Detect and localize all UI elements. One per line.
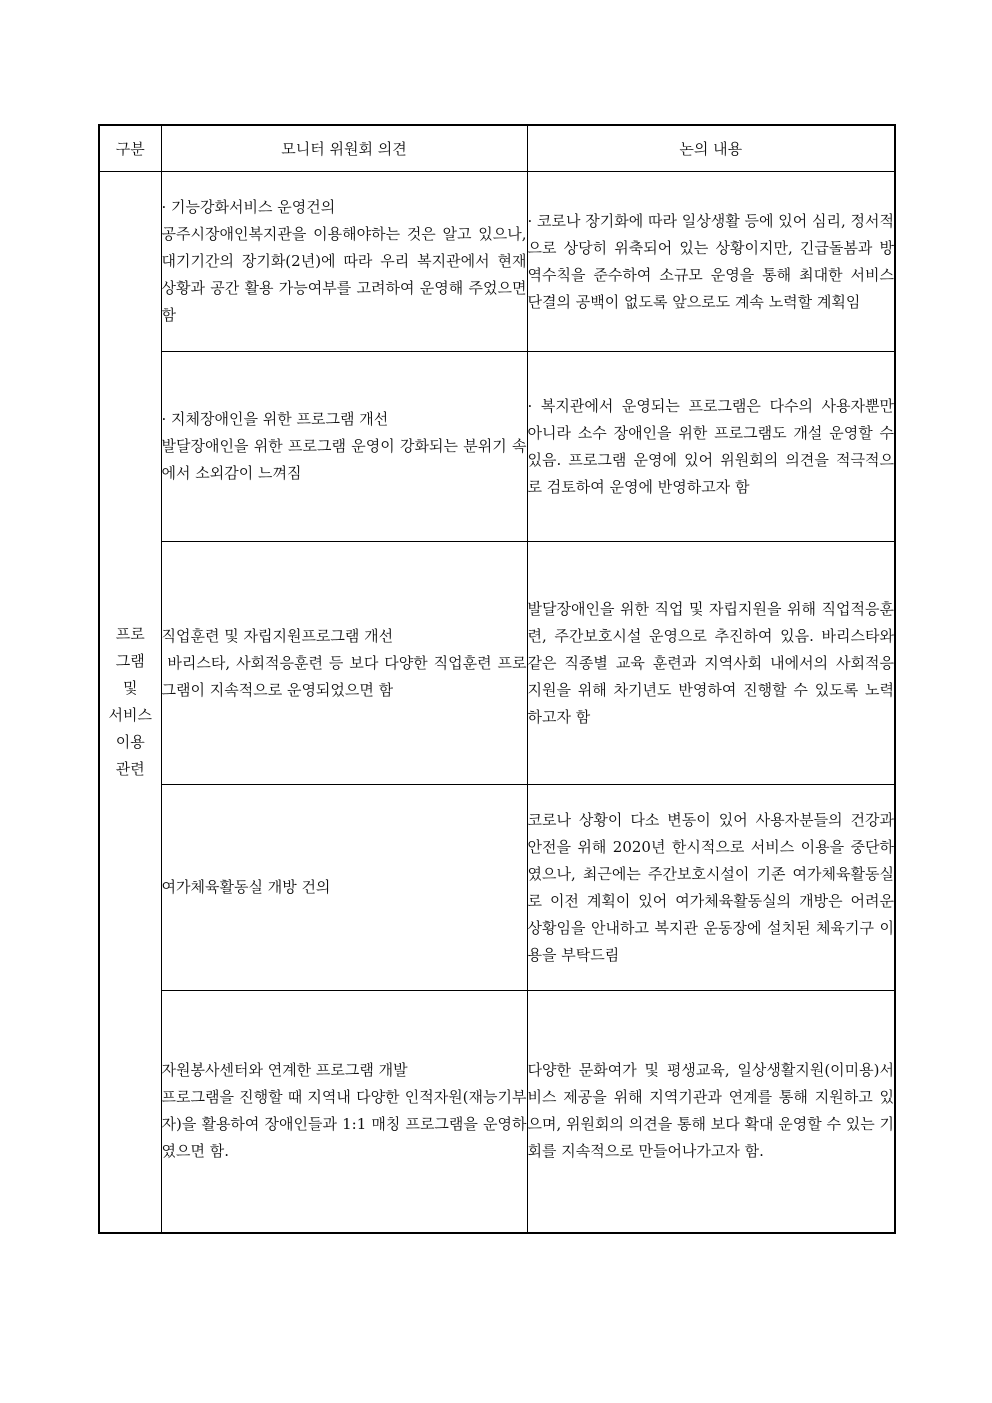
discussion-cell <box>527 172 895 352</box>
table-row <box>99 352 895 542</box>
discussion-cell <box>527 785 895 991</box>
discussion-cell <box>527 991 895 1233</box>
opinion-title: · 기능강화서비스 운영건의 <box>161 198 336 216</box>
category-cell <box>99 172 161 1233</box>
discussion-cell <box>527 542 895 785</box>
header-opinion: 모니터 위원회 의견 <box>161 125 527 172</box>
discussion-text: · 복지관에서 운영되는 프로그램은 다수의 사용자뿐만 아니라 소수 장애인을 위한 프로그램도 개설 운영할 수 있음. 프로그램 운영에 있어 위원회의 의견을 적극적으로 검토하여 운영에 반영하고자 함 <box>527 396 894 496</box>
opinion-text: 프로그램을 진행할 때 지역내 다양한 인적자원(재능기부자)을 활용하여 장애인들과 1:1 매칭 프로그램을 운영하였으면 함. <box>161 1088 527 1161</box>
discussion-text: 코로나 상황이 다소 변동이 있어 사용자분들의 건강과 안전을 위해 2020년 한시적으로 서비스 이용을 중단하였으나, 최근에는 주간보호시설이 기존 여가체육활동실로 이전 계획이 있어 여가체육활동실의 개방은 어려운 상황임을 안내하고 복지관 운동장에 설치된 체육기구 이용을 부탁드림 <box>527 810 894 964</box>
header-discussion: 논의 내용 <box>527 125 895 172</box>
category-line: 이용 <box>115 732 145 751</box>
table-row <box>99 785 895 991</box>
category-line: 관련 <box>115 759 145 778</box>
opinion-text: 바리스타, 사회적응훈련 등 보다 다양한 직업훈련 프로그램이 지속적으로 운영되었으면 함 <box>161 653 527 699</box>
opinion-cell <box>161 785 527 991</box>
category-line: 프로 <box>115 624 145 643</box>
opinion-cell <box>161 991 527 1233</box>
opinion-cell <box>161 352 527 542</box>
table-row <box>99 542 895 785</box>
opinion-title: 자원봉사센터와 연계한 프로그램 개발 <box>161 1061 408 1080</box>
category-line: 그램 <box>115 651 145 670</box>
opinion-cell <box>161 542 527 785</box>
table-row <box>99 991 895 1233</box>
table-row <box>99 172 895 352</box>
discussion-text: 다양한 문화여가 및 평생교육, 일상생활지원(이미용)서비스 제공을 위해 지역기관과 연계를 통해 지원하고 있으며, 위원회의 의견을 통해 보다 확대 운영할 수 있는 기회를 지속적으로 만들어나가고자 함. <box>527 1061 894 1161</box>
discussion-text: · 코로나 장기화에 따라 일상생활 등에 있어 심리, 정서적으로 상당히 위축되어 있는 상황이지만, 긴급돌봄과 방역수칙을 준수하여 소규모 운영을 통해 최대한 서비스 단결의 공백이 없도록 앞으로도 계속 노력할 계획임 <box>527 211 894 311</box>
opinion-text: 공주시장애인복지관을 이용해야하는 것은 알고 있으나, 대기기간의 장기화(2년)에 따라 우리 복지관에서 현재 상황과 공간 활용 가능여부를 고려하여 운영해 주었으면 함 <box>161 225 527 324</box>
opinion-text: 발달장애인을 위한 프로그램 운영이 강화되는 분위기 속에서 소외감이 느껴짐 <box>161 437 527 482</box>
opinion-title: 직업훈련 및 자립지원프로그램 개선 <box>161 626 394 645</box>
opinion-title: 여가체육활동실 개방 건의 <box>161 878 331 896</box>
opinion-title: · 지체장애인을 위한 프로그램 개선 <box>161 410 389 428</box>
category-line: 및 <box>123 678 138 697</box>
header-row <box>99 125 895 172</box>
discussion-cell <box>527 352 895 542</box>
opinion-table <box>98 124 896 1234</box>
opinion-cell <box>161 172 527 352</box>
discussion-text: 발달장애인을 위한 직업 및 자립지원을 위해 직업적응훈련, 주간보호시설 운영으로 추진하여 있음. 바리스타와 같은 직종별 교육 훈련과 지역사회 내에서의 사회적응 지원을 위해 차기년도 반영하여 진행할 수 있도록 노력하고자 함 <box>527 599 894 726</box>
category-line: 서비스 <box>108 705 152 724</box>
header-category: 구분 <box>99 125 161 172</box>
